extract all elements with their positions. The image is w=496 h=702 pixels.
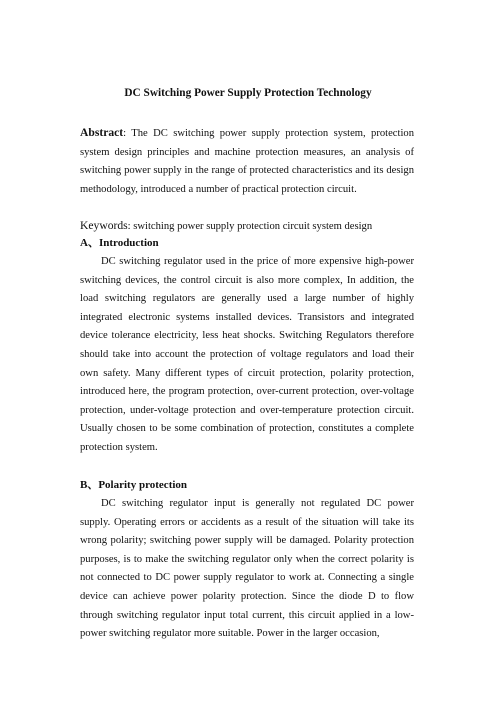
document-title: DC Switching Power Supply Protection Technology [124,87,372,99]
keywords-text: : switching power supply protection circuit system design [127,221,373,232]
section-heading-introduction: A、Introduction [80,237,159,249]
abstract-text: : The DC switching power supply protection system, protection system design principles and machine protection measures, an analysis of switching power supply in the range of protected characteristics and its design methodology, introduced a number of practical protection circuit. [80,128,414,195]
section-heading-polarity-protection: B、Polarity protection [80,479,188,491]
keywords-label: Keywords [80,219,128,232]
abstract-label: Abstract [80,126,124,139]
keywords [80,217,420,237]
section-paragraph-introduction: DC switching regulator used in the price of more expensive high-power switching devices, the control circuit is also more complex, In addition, the load switching regulators are generally used a large number of highly integrated electronic systems installed devices. Transistors and integrated device tolerance electricity, less heat shocks. Switching Regulators therefore should take into account the protection of voltage regulators and load their own safety. Many different types of circuit protection, polarity protection, introduced here, the program protection, over-current protection, over-voltage protection, under-voltage protection and over-temperature protection circuit. Usually chosen to be some combination of protection, constitutes a complete protection system. [80,256,414,453]
section-paragraph-polarity-protection: DC switching regulator input is generally not regulated DC power supply. Operating errors or accidents as a result of the situation will take its wrong polarity; switching power supply will be damaged. Polarity protection purposes, is to make the switching regulator only when the correct polarity is not connected to DC power supply regulator to work at. Connecting a single device can achieve power polarity protection. Since the diode D to flow through switching regulator input total current, this circuit applied in a low-power switching regulator more suitable. Power in the larger occasion, [80,498,414,640]
abstract [80,124,414,199]
